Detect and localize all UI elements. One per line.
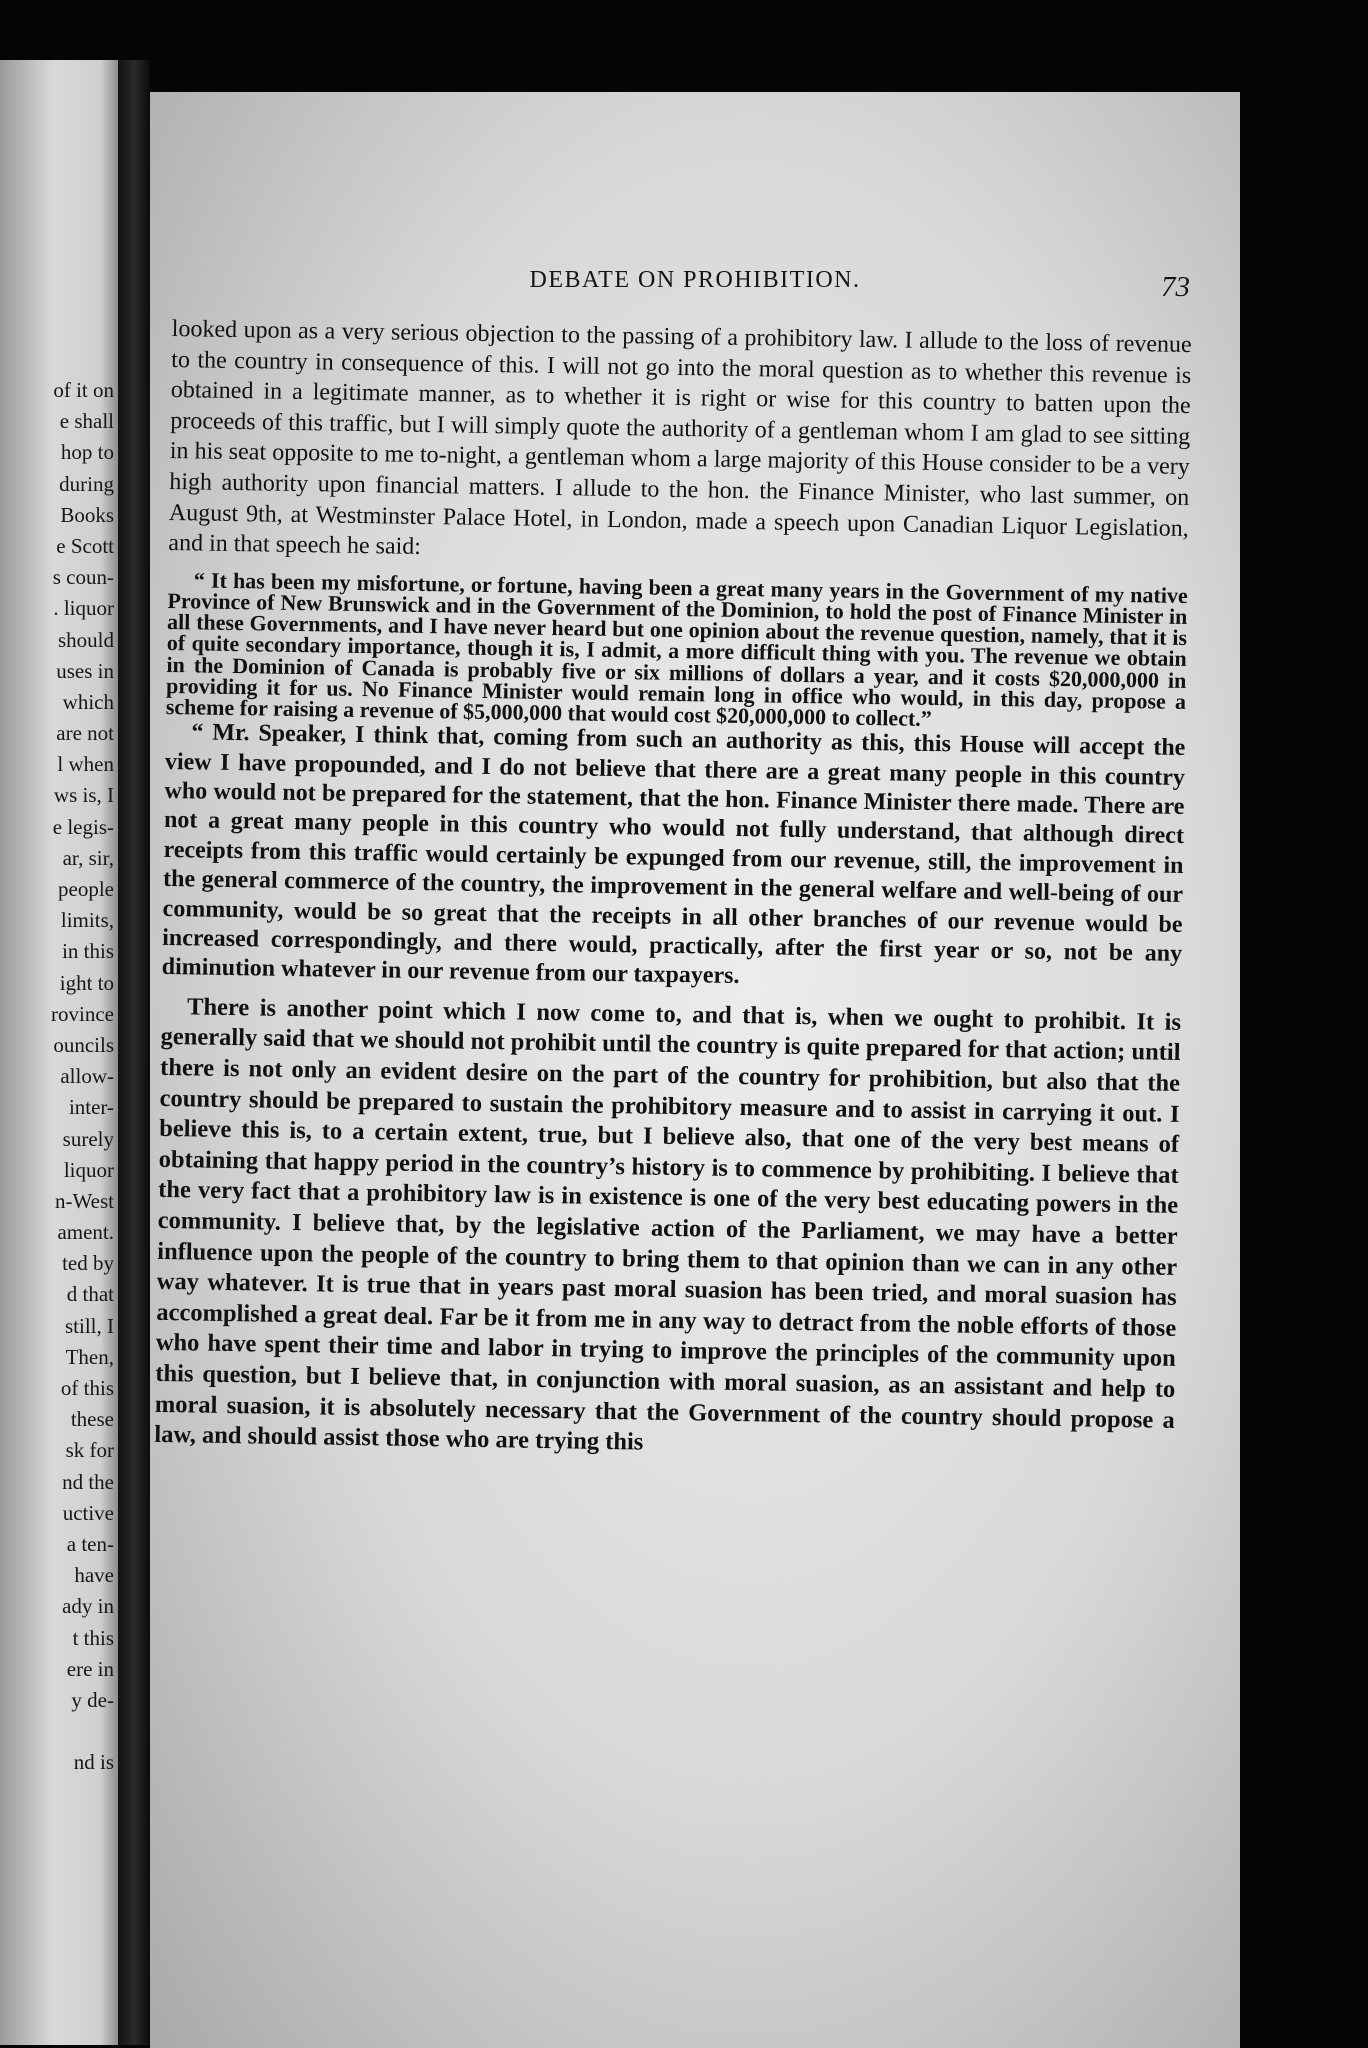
- facing-page-line: a ten-: [66, 1531, 114, 1556]
- facing-page-line: e shall: [59, 409, 114, 434]
- facing-page-line: hop to: [60, 440, 114, 465]
- running-head: DEBATE ON PROHIBITION.: [529, 267, 861, 293]
- facing-page-line: s coun-: [52, 565, 114, 590]
- facing-page-line: surely: [62, 1126, 114, 1151]
- facing-page-line: ws is, I: [53, 783, 114, 808]
- facing-page-line: people: [58, 877, 114, 901]
- facing-page-line: ight to: [59, 970, 114, 995]
- facing-page-line: still, I: [64, 1313, 114, 1338]
- facing-page-line: of it on: [53, 378, 114, 402]
- facing-page-line: uctive: [62, 1500, 114, 1525]
- facing-page-line: e Scott: [56, 533, 114, 558]
- facing-page-line: ament.: [57, 1220, 114, 1245]
- facing-page-line: liquor: [63, 1157, 114, 1182]
- finance-minister-quotation: “ It has been my misfortune, or fortune, having been a great many years in the Government of my native Province of New Brunswick and in the Government of the Dominion, to hold the post of Finance Minister in all these Governments, and I have never heard but one opinion about the revenue question, namely, that it is of quite secondary importance, though it is, I admit, a more difficult thing with you. The revenue we obtain in the Dominion of Canada is probably five or six millions of dollars a year, and it costs $20,000,000 in providing it for us. No Finance Minister would remain long in office who would, in this day, propose a scheme for raising a revenue of $5,000,000 that would cost $20,000,000 to collect.”: [165, 567, 1188, 731]
- paragraph-4: There is another point which I now come to, and that is, when we ought to prohibit. It is generally said that we should not prohibit until the country is quite prepared for that action; until there is not only an evident desire on the part of the country for prohibition, but also that the country should be prepared to sustain the prohibitory measure and to assist in carrying it out. I believe this is, to a certain extent, true, but I believe also, that one of the very best means of obtaining that happy period in the country’s history is to commence by prohibiting. I believe that the very fact that a prohibitory law is in existence is one of the very best educating powers in the community. I believe that, by the legislative action of the Parliament, we may have a better influence upon the people of the country to bring them to that opinion than we can in any other way whatever. It is true that in years past moral suasion has been tried, and moral suasion has accomplished a great deal. Far be it from me in any way to detract from the noble efforts of those who have spent their time and labor in trying to improve the principles of the community upon this question, but I believe that, in conjunction with moral suasion, as an assistant and help to moral suasion, it is absolutely necessary that the Government of the country should propose a law, and should assist those who are trying this: [154, 993, 1182, 1456]
- facing-page-line: n-West: [55, 1188, 114, 1213]
- facing-page-line: should: [57, 627, 114, 652]
- facing-page-line: are not: [56, 721, 114, 746]
- facing-page-line: ar, sir,: [62, 845, 114, 870]
- page-body: [154, 314, 1192, 1467]
- facing-page-line: ere in: [66, 1656, 114, 1681]
- facing-page-line: l when: [57, 752, 114, 777]
- page-header: [150, 267, 1240, 311]
- facing-page: [0, 60, 118, 2045]
- facing-page-line: y de-: [71, 1687, 114, 1712]
- facing-page-line: uses in: [56, 658, 114, 683]
- facing-page-line: sk for: [65, 1438, 114, 1463]
- paragraph-1: looked upon as a very serious objection to the passing of a prohibitory law. I allude to the loss of revenue to the country in consequence of this. I will not go into the moral question as to whether this revenue is obtained in a legitimate manner, as to whether it is right or wise for this country to batten upon the proceeds of this traffic, but I will simply quote the authority of a gentleman whom I am glad to see sitting in his seat opposite to me to-night, a gentleman whom a large majority of this House consider to be a very high authority upon financial matters. I allude to the hon. the Finance Minister, who last summer, on August 9th, at Westminster Palace Hotel, in London, made a speech upon Canadian Liquor Legislation, and in that speech he said:: [168, 315, 1192, 561]
- facing-page-line: [0, 1716, 114, 1747]
- facing-page-line: which: [62, 689, 114, 714]
- facing-page-line: of this: [60, 1376, 114, 1400]
- facing-page-line: inter-: [68, 1095, 114, 1120]
- facing-page-line: t this: [72, 1625, 114, 1650]
- facing-page-line: e legis-: [52, 814, 114, 839]
- facing-page-line: in this: [62, 939, 114, 964]
- facing-page-line: ady in: [62, 1594, 114, 1619]
- facing-page-line: Then,: [65, 1344, 114, 1369]
- facing-page-line: during: [59, 471, 114, 496]
- page-number: 73: [1161, 271, 1190, 303]
- facing-page-line: . liquor: [53, 596, 114, 621]
- facing-page-line: these: [70, 1407, 114, 1432]
- facing-page-line: rovince: [51, 1001, 114, 1026]
- page-73: [150, 92, 1240, 2048]
- facing-page-line: nd the: [62, 1469, 114, 1494]
- facing-page-line: have: [74, 1563, 114, 1588]
- paragraph-3: “ Mr. Speaker, I think that, coming from such an authority as this, this House will accept the view I have propounded, and I do not believe that there are a great many people in this country who would not be prepared for the statement, that the hon. Finance Minister there made. There are not a great many people in this country who would not fully understand, that although direct receipts from this traffic would certainly be expunged from our revenue, still, the improvement in the general commerce of the country, the improvement in the general welfare and well-being of our community, would be so great that the receipts in all other branches of our revenue would be increased correspondingly, and there would, practically, after the first year or so, not be any diminution whatever in our revenue from our taxpayers.: [161, 719, 1186, 990]
- facing-page-text-fragments: [0, 375, 114, 1778]
- facing-page-line: nd is: [73, 1750, 114, 1775]
- facing-page-line: Books: [60, 502, 114, 527]
- facing-page-line: ouncils: [53, 1032, 114, 1057]
- facing-page-line: allow-: [60, 1064, 114, 1089]
- book-gutter: [118, 60, 150, 2045]
- facing-page-line: d that: [66, 1282, 114, 1307]
- facing-page-line: limits,: [60, 908, 114, 933]
- facing-page-line: ted by: [62, 1251, 114, 1276]
